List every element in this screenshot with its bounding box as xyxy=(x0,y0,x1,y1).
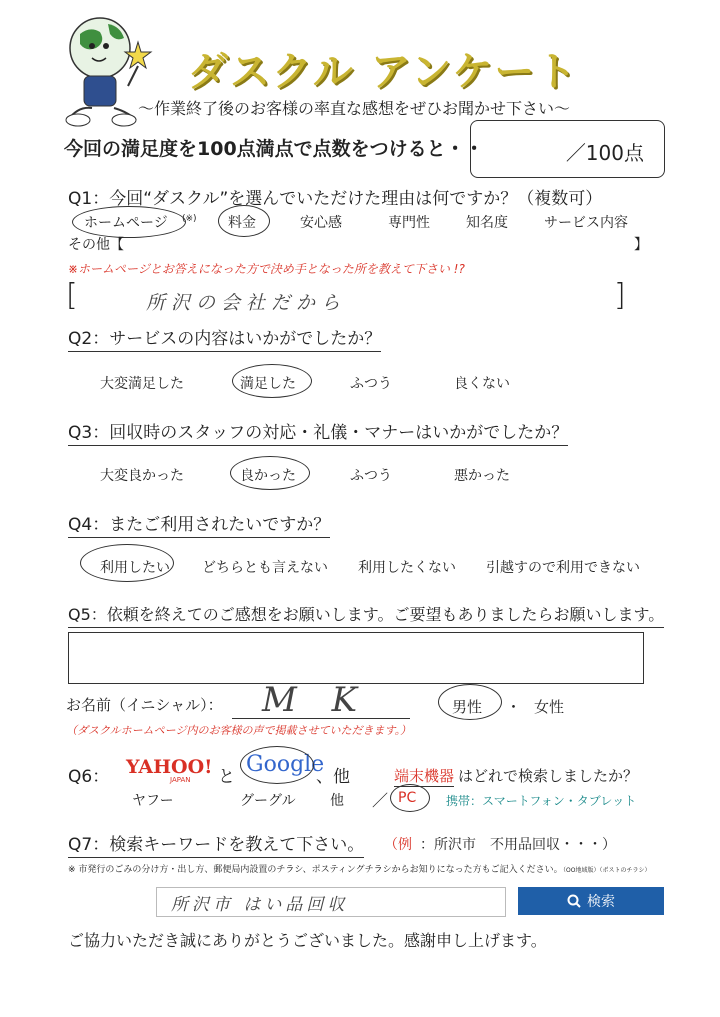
footer-thanks: ご協力いただき誠にありがとうございました。感謝申し上げます。 xyxy=(68,931,547,950)
q1-option-homepage[interactable]: ホームページ xyxy=(84,215,168,231)
answer-circle xyxy=(390,784,430,812)
q2-option-normal[interactable]: ふつう xyxy=(350,376,392,392)
q7-example-red: （例 xyxy=(384,837,412,853)
q6-google-label[interactable]: グーグル xyxy=(240,793,296,809)
q6-yahoo-label[interactable]: ヤフー xyxy=(132,793,174,809)
q7-example: ：所沢市 不用品回収・・・） xyxy=(420,837,616,853)
q3-option-bad[interactable]: 悪かった xyxy=(454,468,510,484)
q6-and: と xyxy=(218,767,235,787)
answer-circle xyxy=(80,544,174,582)
search-button[interactable] xyxy=(518,887,664,915)
q5-gender-female[interactable]: 女性 xyxy=(534,698,565,716)
q5-gender-dot: ・ xyxy=(506,698,522,716)
page-title: ダスクル アンケート xyxy=(188,49,579,95)
q3-option-normal[interactable]: ふつう xyxy=(350,468,392,484)
q4-option-will-use[interactable]: 利用したい xyxy=(100,560,170,576)
q6-prefix: Q6： xyxy=(68,767,110,787)
q7-label: Q7：検索キーワードを教えて下さい。 xyxy=(68,830,364,858)
q1-option-service[interactable]: サービス内容 xyxy=(544,215,628,231)
q6-suffix: はどれで検索しましたか？ xyxy=(458,767,639,785)
answer-circle xyxy=(218,205,270,237)
q6-pc-label[interactable]: PC xyxy=(398,790,417,806)
answer-circle xyxy=(230,456,310,490)
answer-circle xyxy=(232,364,312,398)
q6-other: 、他 xyxy=(316,767,350,787)
q2-label: Q2：サービスの内容はいかがでしたか？ xyxy=(68,324,381,352)
q5-name-value: M K xyxy=(262,680,370,720)
q1-note: ※ホームページとお答えになった方で決め手となった所を教えて下さい !? xyxy=(68,262,465,276)
q5-label: Q5：依頼を終えてのご感想をお願いします。ご要望もありましたらお願いします。 xyxy=(68,602,664,628)
page-subtitle: ～作業終了後のお客様の率直な感想をぜひお聞かせ下さい～ xyxy=(138,99,571,118)
q2-option-satisfied[interactable]: 満足した xyxy=(240,376,296,392)
q1-other-label: その他【 xyxy=(68,237,124,253)
q4-option-will-not-use[interactable]: 利用したくない xyxy=(358,560,456,576)
search-input-value: 所沢市 はい品回収 xyxy=(171,895,349,915)
q1-option-price[interactable]: 料金 xyxy=(228,215,256,231)
google-logo: Google xyxy=(246,752,325,777)
q7-note-small: （OO地域版）（ポストのチラシ） xyxy=(560,867,651,874)
q1-option-safety[interactable]: 安心感 xyxy=(300,215,342,231)
q1-handwritten-answer: 所沢の会社だから xyxy=(146,292,347,314)
q6-mobile-label[interactable]: 携帯：スマートフォン・タブレット xyxy=(446,794,637,808)
search-button-label: 検索 xyxy=(587,894,615,910)
q1-answer-close: ] xyxy=(614,278,626,313)
score-box[interactable] xyxy=(470,120,665,178)
q1-option-note-mark: (※) xyxy=(182,214,197,224)
q1-answer-open: [ xyxy=(66,278,78,313)
q4-option-moving[interactable]: 引越すので利用できない xyxy=(486,560,640,576)
yahoo-logo: YAHOO! xyxy=(126,756,213,778)
q6-other-label[interactable]: 他 xyxy=(330,793,344,809)
q1-other-close: 】 xyxy=(634,237,648,253)
q5-comment-box[interactable] xyxy=(68,632,644,684)
q1-option-expertise[interactable]: 専門性 xyxy=(388,215,430,231)
q7-note: ※ 市発行のごみの分け方・出し方、郵便局内設置のチラシ、ポスティングチラシからお知りになった方もご記入ください。 xyxy=(68,865,563,875)
q2-option-very-satisfied[interactable]: 大変満足した xyxy=(100,376,184,392)
q3-label: Q3：回収時のスタッフの対応・礼儀・マナーはいかがでしたか？ xyxy=(68,418,568,446)
q1-label: Q1：今回“ダスクル”を選んでいただけた理由は何ですか？（複数可） xyxy=(68,189,603,209)
score-suffix: ／100点 xyxy=(565,141,644,165)
q4-option-undecided[interactable]: どちらとも言えない xyxy=(202,560,328,576)
search-input[interactable] xyxy=(156,887,506,917)
q4-label: Q4：またご利用されたいですか？ xyxy=(68,510,330,538)
q5-gender-male[interactable]: 男性 xyxy=(452,698,483,716)
q5-name-underline xyxy=(232,718,410,719)
q2-option-not-good[interactable]: 良くない xyxy=(454,376,510,392)
q6-device-highlight: 端末機器 xyxy=(394,767,455,785)
q5-note: （ダスクルホームページ内のお客様の声で掲載させていただきます。） xyxy=(66,724,412,737)
q3-option-good[interactable]: 良かった xyxy=(240,468,296,484)
answer-circle xyxy=(240,746,314,784)
search-icon xyxy=(567,894,581,908)
score-question: 今回の満足度を100点満点で点数をつけると・・ xyxy=(64,138,484,160)
q6-separator: ／ xyxy=(372,791,389,810)
q5-name-label: お名前（イニシャル）： xyxy=(66,696,223,714)
q3-option-very-good[interactable]: 大変良かった xyxy=(100,468,184,484)
yahoo-logo-sub: JAPAN xyxy=(170,776,191,784)
answer-circle xyxy=(438,684,502,720)
q1-option-recognition[interactable]: 知名度 xyxy=(466,215,508,231)
